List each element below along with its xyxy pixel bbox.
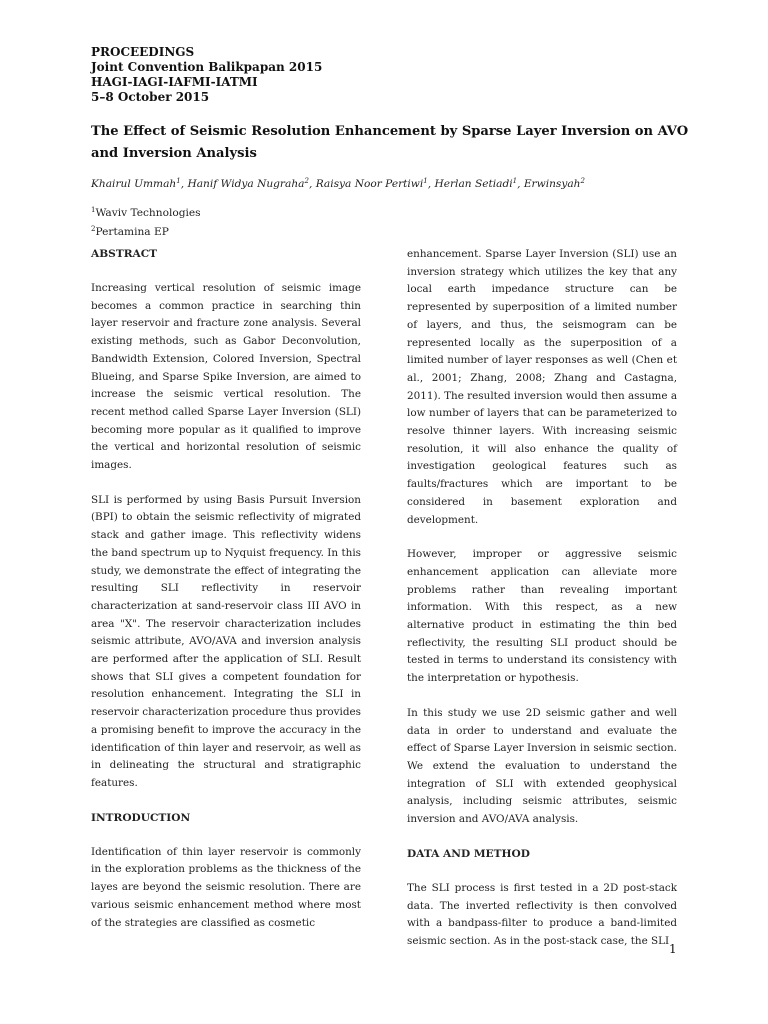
author-affiliation-mark: 2	[580, 177, 585, 185]
introduction-paragraph-1: Identification of thin layer reservoir is commonly in the exploration problems as the thickness of the layes are beyond the seismic resolution. There are various seismic enhancement method where most of the strategies are classified as cosmetic	[91, 845, 361, 929]
author-affiliation-mark: 1	[512, 177, 518, 185]
affiliation-item	[91, 221, 201, 240]
author-name: Hanif Widya Nugraha	[187, 178, 305, 190]
abstract-paragraph-1: Increasing vertical resolution of seismic image becomes a common practice in searching thin layer reservoir and fracture zone analysis. Several existing methods, such as Gabor Deconvolution, Bandwidth Extension, Colored Inversion, Spectral Blueing, and Sparse Spike Inversion, are aimed to increase the seismic vertical resolution. The recent method called Sparse Layer Inversion (SLI) becoming more popular as it qualified to improve the vertical and horizontal resolution of seismic images.	[91, 282, 361, 472]
introduction-paragraph-1-continued: enhancement. Sparse Layer Inversion (SLI) use an inversion strategy which utilizes the key that any local earth impedance structure can be represented by superposition of a limited number of layers, and thus, the seismogram can be represented locally as the superposition of a limited number of layer responses as well (Chen et al., 2001; Zhang, 2008; Zhang and Castagna, 2011). The resulted inversion would then assume a low number of layers that can be parameterized to resolve thinner layers. With increasing seismic resolution, it will also enhance the quality of investigation geological features such as faults/fractures which are important to be considered in basement exploration and development.	[407, 248, 678, 526]
affiliation-name: Pertamina EP	[95, 226, 169, 238]
organizers: HAGI-IAGI-IAFMI-IATMI	[91, 75, 258, 89]
convention-name: Joint Convention Balikpapan 2015	[91, 60, 323, 74]
right-column	[407, 246, 677, 951]
left-column	[91, 246, 361, 932]
author-list: Khairul Ummah$^1$, Hanif Widya Nugraha$^2$, Raisya Noor Pertiwi$^1$, Herlan Setiadi$^1$, Erwinsyah$^2$	[91, 177, 585, 190]
author-name: Erwinsyah	[523, 178, 581, 190]
affiliation-item	[91, 202, 201, 221]
abstract-heading: ABSTRACT	[91, 248, 158, 260]
introduction-paragraph-3: In this study we use 2D seismic gather and well data in order to understand and evaluate the effect of Sparse Layer Inversion in seismic section. We extend the evaluation to understand the integration of SLI with extended geophysical analysis, including seismic attributes, seismic inversion and AVO/AVA analysis.	[407, 706, 677, 826]
introduction-paragraph-2: However, improper or aggressive seismic enhancement application can alleviate more problems rather than revealing important information. With this respect, as a new alternative product in estimating the thin bed reflectivity, the resulting SLI product should be tested in terms to understand its consistency with the interpretation or hypothesis.	[407, 548, 677, 685]
page-number: 1	[669, 942, 677, 956]
affiliation-name: Waviv Technologies	[95, 207, 201, 219]
author-name: Herlan Setiadi	[434, 178, 513, 190]
affiliations	[91, 202, 201, 240]
paper-title: The Effect of Seismic Resolution Enhancement by Sparse Layer Inversion on AVO and Inversion Analysis	[91, 124, 689, 161]
affiliation-mark: 2	[91, 225, 96, 233]
abstract-paragraph-2: SLI is performed by using Basis Pursuit Inversion (BPI) to obtain the seismic reflectivity of migrated stack and gather image. This reflectivity widens the band spectrum up to Nyquist frequency. In this study, we demonstrate the effect of integrating the resulting SLI reflectivity in reservoir characterization at sand-reservoir class III AVO in area "X". The reservoir characterization includes seismic attribute, AVO/AVA and inversion analysis are performed after the application of SLI. Result shows that SLI gives a competent foundation for resolution enhancement. Integrating the SLI in reservoir characterization procedure thus provides a promising benefit to improve the accuracy in the identification of thin layer and reservoir, as well as in delineating the structural and stratigraphic features.	[91, 493, 362, 789]
introduction-heading: INTRODUCTION	[91, 811, 191, 824]
author-affiliation-mark: 2	[304, 177, 309, 185]
author-affiliation-mark: 1	[176, 177, 181, 185]
proceedings-label: PROCEEDINGS	[91, 45, 195, 59]
author-name: Khairul Ummah	[91, 178, 177, 190]
proceedings-header	[91, 45, 322, 105]
data-method-heading: DATA AND METHOD	[407, 847, 530, 860]
author-affiliation-mark: 1	[423, 177, 428, 185]
conference-date: 5–8 October 2015	[91, 90, 210, 104]
affiliation-mark: 1	[91, 206, 96, 214]
data-method-paragraph-1: The SLI process is first tested in a 2D post-stack data. The inverted reflectivity is then convolved with a bandpass-filter to produce a band-limited seismic section. As in the post-stack case, the SLI	[407, 881, 677, 947]
author-name: Raisya Noor Pertiwi	[315, 178, 424, 190]
